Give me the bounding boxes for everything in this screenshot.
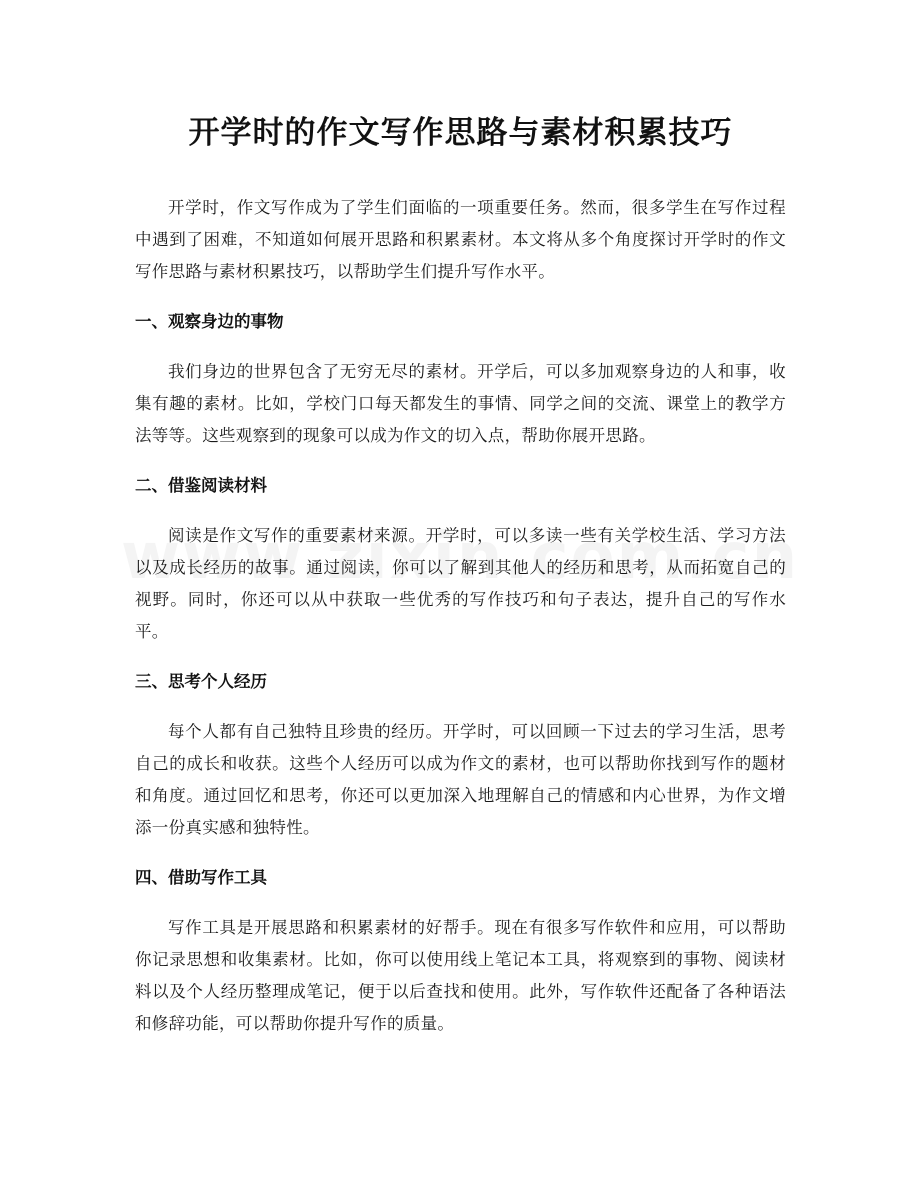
section-body-reading: 阅读是作文写作的重要素材来源。开学时，可以多读一些有关学校生活、学习方法以及成长经历的故事。通过阅读，你可以了解到其他人的经历和思考，从而拓宽自己的视野。同时，你还可以从中获取一些优秀的写作技巧和句子表达，提升自己的写作水平。 [135,526,786,641]
section-body-observe: 我们身边的世界包含了无穷无尽的素材。开学后，可以多加观察身边的人和事，收集有趣的素材。比如，学校门口每天都发生的事情、同学之间的交流、课堂上的教学方法等等。这些观察到的现象可以成为作文的切入点，帮助你展开思路。 [135,362,786,445]
section-heading-tools: 四、借助写作工具 [135,868,267,887]
intro-paragraph: 开学时，作文写作成为了学生们面临的一项重要任务。然而，很多学生在写作过程中遇到了困难，不知道如何展开思路和积累素材。本文将从多个角度探讨开学时的作文写作思路与素材积累技巧，以帮助学生们提升写作水平。 [135,198,786,281]
section-heading-experience: 三、思考个人经历 [135,672,267,691]
section-heading-observe: 一、观察身边的事物 [135,312,284,331]
section-body-experience: 每个人都有自己独特且珍贵的经历。开学时，可以回顾一下过去的学习生活，思考自己的成长和收获。这些个人经历可以成为作文的素材，也可以帮助你找到写作的题材和角度。通过回忆和思考，你还可以更加深入地理解自己的情感和内心世界，为作文增添一份真实感和独特性。 [135,722,786,837]
document-title: 开学时的作文写作思路与素材积累技巧 [188,115,733,151]
section-body-tools: 写作工具是开展思路和积累素材的好帮手。现在有很多写作软件和应用，可以帮助你记录思想和收集素材。比如，你可以使用线上笔记本工具，将观察到的事物、阅读材料以及个人经历整理成笔记，便于以后查找和使用。此外，写作软件还配备了各种语法和修辞功能，可以帮助你提升写作的质量。 [135,918,786,1033]
section-heading-reading: 二、借鉴阅读材料 [135,476,267,495]
